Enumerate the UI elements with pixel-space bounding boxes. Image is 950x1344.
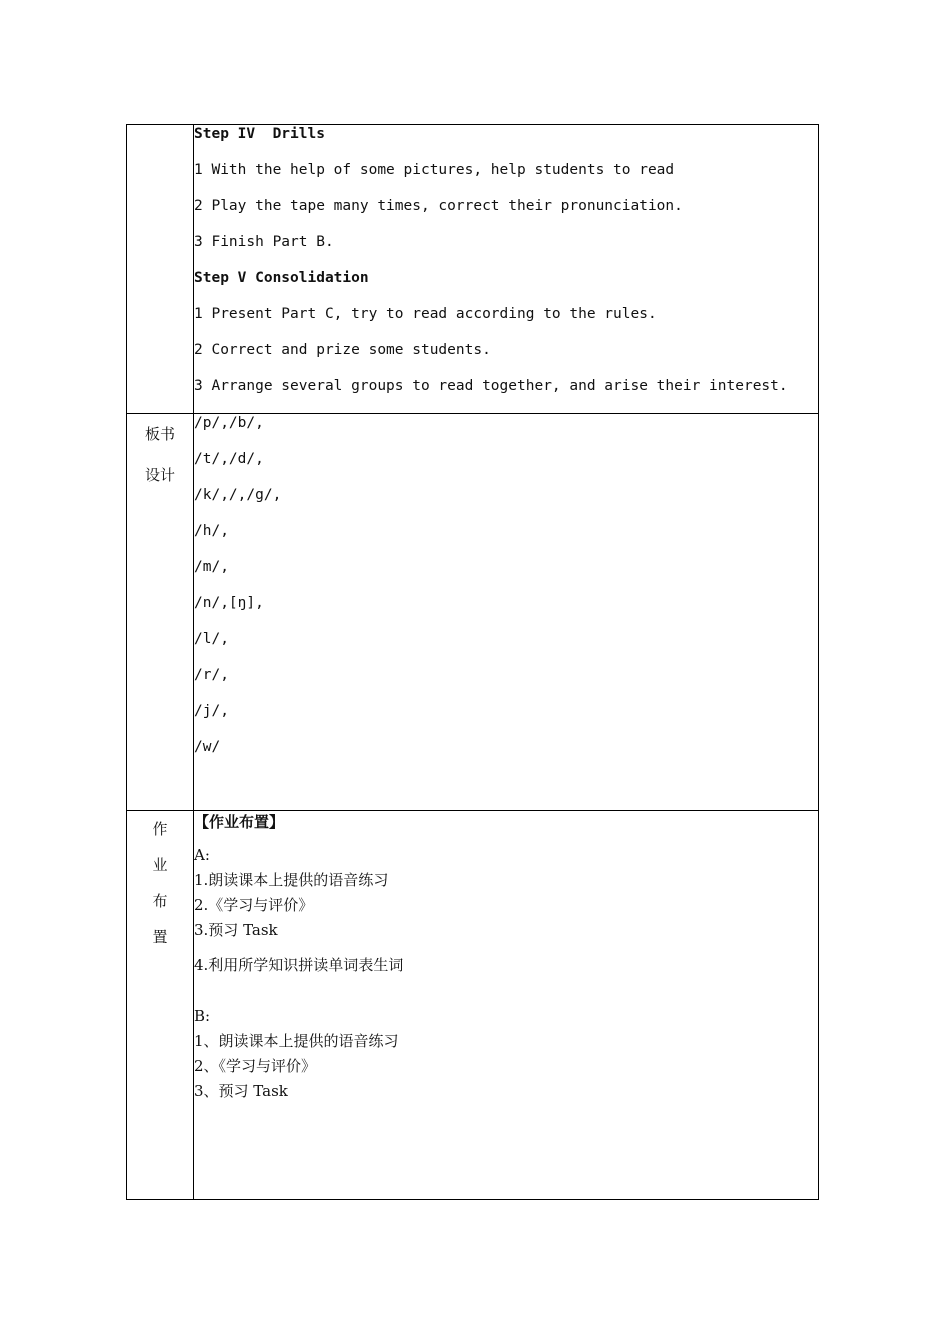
homework-row (127, 811, 819, 1200)
procedure-line: 3 Finish Part B. (194, 234, 334, 250)
phoneme-line: /t/,/d/, (194, 451, 264, 467)
blackboard-row (127, 414, 819, 811)
homework-a-item: 2.《学习与评价》 (194, 896, 314, 914)
homework-label-char: 业 (152, 856, 168, 874)
phoneme-line: /n/,[ŋ], (194, 595, 264, 611)
phoneme-line: /j/, (194, 703, 229, 719)
homework-a-item: 4.利用所学知识拼读单词表生词 (194, 956, 404, 974)
homework-label-cell (127, 811, 194, 1200)
blackboard-label-line: 板书 (144, 425, 175, 443)
homework-b-item: 2、《学习与评价》 (194, 1057, 317, 1075)
step-heading: Step IV Drills (194, 126, 325, 142)
phoneme-line: /p/,/b/, (194, 415, 264, 431)
homework-a-item: 3.预习 Task (194, 921, 278, 939)
homework-b-item: 1、朗读课本上提供的语音练习 (194, 1032, 399, 1050)
procedure-line: 2 Correct and prize some students. (194, 342, 491, 358)
procedure-line: 2 Play the tape many times, correct their pronunciation. (194, 198, 683, 214)
procedure-label-cell (127, 125, 194, 414)
procedure-row (127, 125, 819, 414)
procedure-line: 1 With the help of some pictures, help students to read (194, 162, 675, 178)
homework-a-item: 1.朗读课本上提供的语音练习 (194, 871, 389, 889)
homework-a-label: A: (194, 846, 210, 864)
homework-label-char: 置 (152, 928, 168, 946)
phoneme-line: /w/ (194, 739, 221, 755)
step-heading: Step V Consolidation (194, 270, 369, 286)
phoneme-line: /l/, (194, 631, 229, 647)
phoneme-line: /h/, (194, 523, 229, 539)
homework-content-cell (194, 811, 819, 1200)
homework-b-label: B: (194, 1007, 211, 1025)
procedure-line: 1 Present Part C, try to read according to the rules. (194, 306, 657, 322)
homework-label-char: 布 (152, 892, 168, 910)
phoneme-line: /m/, (194, 559, 229, 575)
phoneme-line: /k/,/,/g/, (194, 487, 282, 503)
spacer (194, 978, 818, 1004)
blackboard-label-cell (127, 414, 194, 811)
spacer (194, 943, 818, 953)
homework-label-char: 作 (152, 820, 168, 838)
phoneme-line: /r/, (194, 667, 229, 683)
homework-title: 【作业布置】 (194, 813, 285, 831)
blackboard-content-cell (194, 414, 819, 811)
homework-b-item: 3、预习 Task (194, 1082, 288, 1100)
lesson-plan-table (126, 124, 819, 1200)
blackboard-label-line: 设计 (144, 466, 175, 484)
procedure-line: 3 Arrange several groups to read together, and arise their interest. (194, 378, 788, 394)
procedure-content-cell (194, 125, 819, 414)
